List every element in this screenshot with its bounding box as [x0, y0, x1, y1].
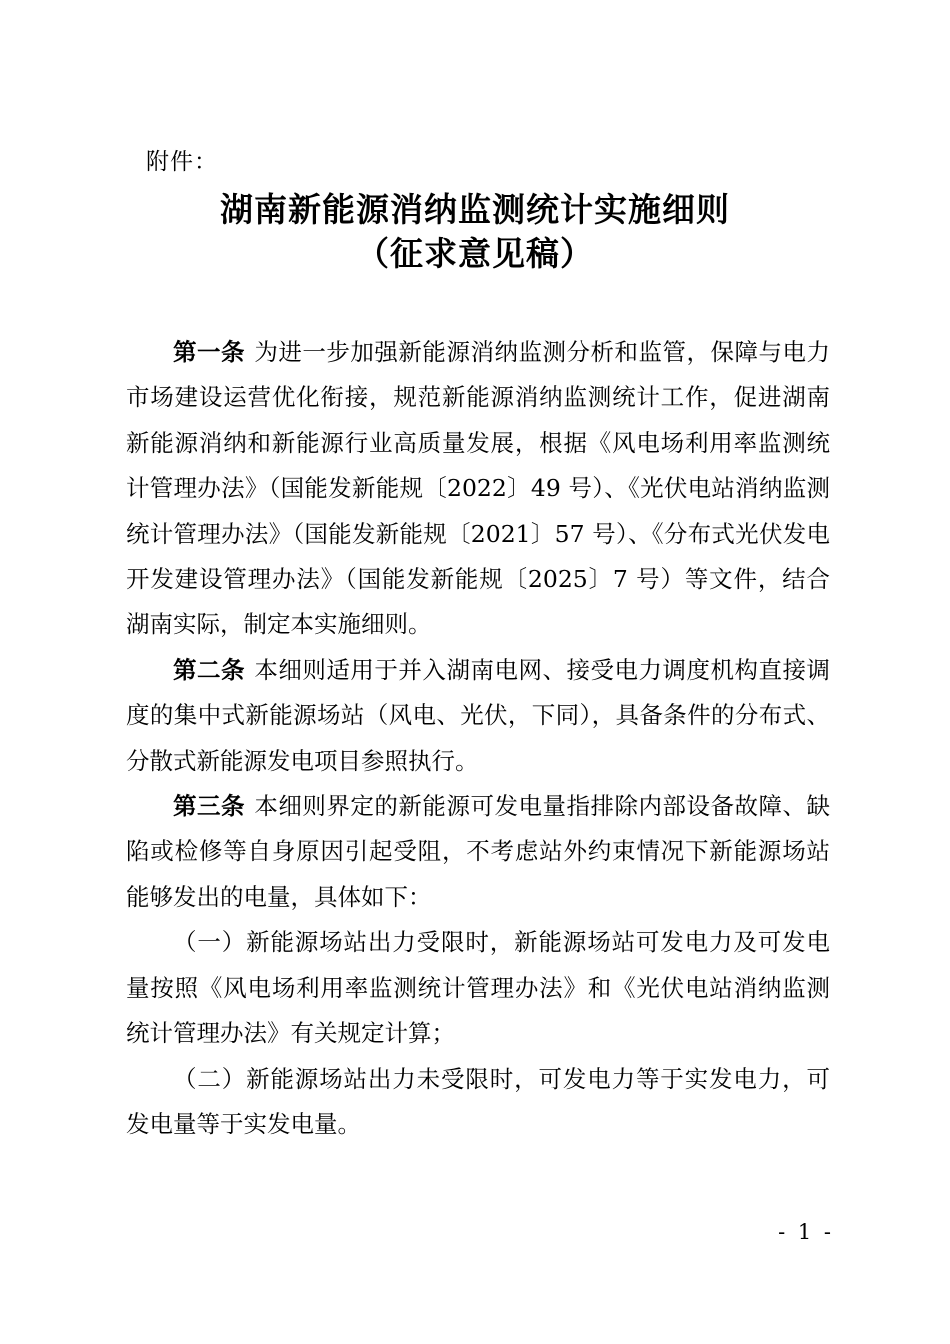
article-1	[126, 330, 830, 648]
attachment-label: 附件：	[146, 149, 218, 175]
clause-1: （一）新能源场站出力受限时，新能源场站可发电力及可发电量按照《风电场利用率监测统计管理办法》和《光伏电站消纳监测统计管理办法》有关规定计算；	[126, 928, 830, 1048]
document-subtitle: （征求意见稿）	[356, 234, 594, 273]
article-text: 本细则适用于并入湖南电网、接受电力调度机构直接调度的集中式新能源场站（风电、光伏，下同），具备条件的分布式、分散式新能源发电项目参照执行。	[126, 655, 831, 775]
article-2	[126, 648, 830, 784]
document-title: 湖南新能源消纳监测统计实施细则	[220, 190, 730, 229]
article-heading: 第一条	[173, 338, 246, 366]
clause-2: （二）新能源场站出力未受限时，可发电力等于实发电力，可发电量等于实发电量。	[126, 1064, 830, 1138]
article-text: 为进一步加强新能源消纳监测分析和监管，保障与电力市场建设运营优化衔接，规范新能源消纳监测统计工作，促进湖南新能源消纳和新能源行业高质量发展，根据《风电场利用率监测统计管理办法》（国能发新能规〔2022〕49 号）、《光伏电站消纳监测统计管理办法》（国能发新能规〔2021〕57 号）、《分布式光伏发电开发建设管理办法》（国能发新能规〔2025〕7 号）等文件，结合湖南实际，制定本实施细则。	[126, 338, 831, 639]
article-text: 本细则界定的新能源可发电量指排除内部设备故障、缺陷或检修等自身原因引起受阻，不考虑站外约束情况下新能源场站能够发出的电量，具体如下：	[126, 792, 831, 911]
article-heading: 第三条	[173, 792, 246, 821]
document-body	[126, 330, 830, 1147]
article-3	[126, 784, 830, 920]
article-heading: 第二条	[173, 655, 246, 684]
page-number: - 1 -	[778, 1220, 834, 1244]
